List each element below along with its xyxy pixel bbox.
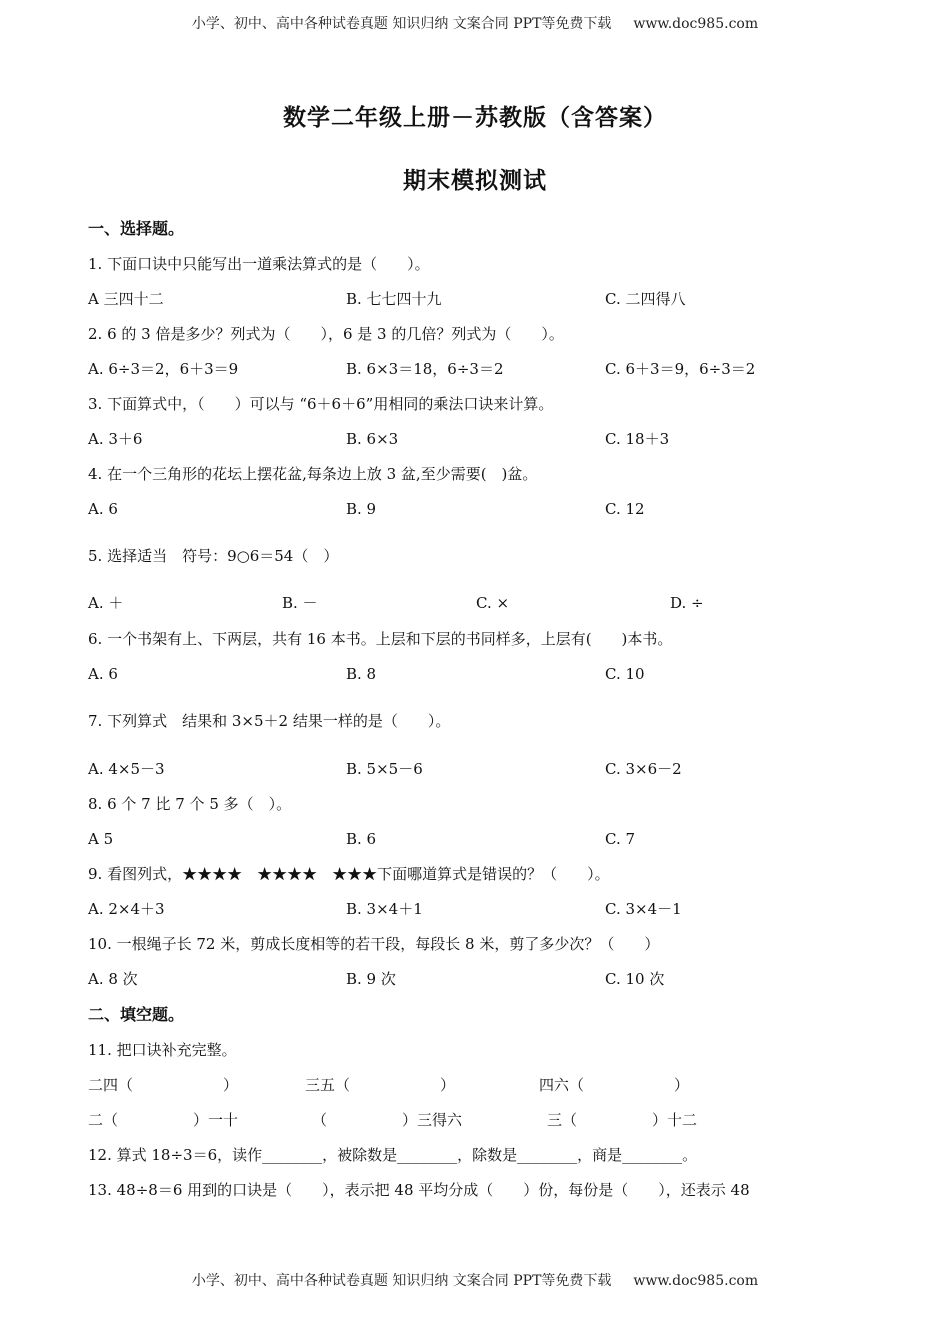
document-subtitle: 期末模拟测试 [403,167,547,194]
option-a: A. 6 [88,500,118,518]
blank-item: 二四（ ） [88,1076,239,1094]
option-b: B. 6 [346,830,377,848]
option-a: A. ＋ [88,594,124,612]
option-a: A 三四十二 [88,290,164,308]
document-title: 数学二年级上册－苏教版（含答案） [283,104,667,131]
blank-item: 三五（ ） [305,1076,456,1094]
question-5: 5. 选择适当 符号：9○6＝54（ ） [88,547,339,565]
option-c: C. 6＋3＝9，6÷3＝2 [605,360,756,378]
question-13: 13. 48÷8＝6 用到的口诀是（ ），表示把 48 平均分成（ ）份，每份是（ ），还表示 48 [88,1181,750,1199]
blank-item: 三（ ）十二 [547,1111,698,1129]
blank-item: 四六（ ） [539,1076,690,1094]
question-8: 8. 6 个 7 比 7 个 5 多（ ）。 [88,795,292,813]
option-b: B. 七七四十九 [346,290,442,308]
blank-item: 二（ ）一十 [88,1111,239,1129]
option-c: C. 二四得八 [605,290,686,308]
option-c: C. × [476,594,510,612]
section-heading-fill: 二、填空题。 [88,1005,185,1024]
option-a: A. 8 次 [88,970,138,988]
page-footer [0,1270,950,1290]
question-4: 4. 在一个三角形的花坛上摆花盆,每条边上放 3 盆,至少需要( )盆。 [88,465,538,483]
option-a: A. 6 [88,665,118,683]
option-d: D. ÷ [670,594,704,612]
option-b: B. 3×4＋1 [346,900,423,918]
option-c: C. 18＋3 [605,430,670,448]
question-10: 10. 一根绳子长 72 米，剪成长度相等的若干段，每段长 8 米，剪了多少次？（ ） [88,935,660,953]
page-header [0,13,950,33]
header-text: 小学、初中、高中各种试卷真题 知识归纳 文案合同 PPT等免费下载 [191,16,612,32]
question-7: 7. 下列算式 结果和 3×5＋2 结果一样的是（ ）。 [88,712,451,730]
option-a: A. 3＋6 [88,430,143,448]
question-11: 11. 把口诀补充完整。 [88,1041,237,1059]
question-12: 12. 算式 18÷3＝6，读作________，被除数是________，除数是________，商是________。 [88,1146,698,1164]
option-c: C. 10 次 [605,970,665,988]
option-b: B. 9 [346,500,377,518]
option-c: C. 7 [605,830,636,848]
question-1: 1. 下面口诀中只能写出一道乘法算式的是（ ）。 [88,255,430,273]
option-a: A. 6÷3＝2，6＋3＝9 [88,360,239,378]
option-b: B. 9 次 [346,970,396,988]
question-3: 3. 下面算式中，（ ）可以与 “6＋6＋6”用相同的乘法口诀来计算。 [88,395,554,413]
option-a: A. 4×5－3 [88,760,165,778]
option-b: B. 5×5－6 [346,760,423,778]
option-b: B. － [282,594,318,612]
section-heading-choice: 一、选择题。 [88,219,185,238]
option-a: A 5 [88,830,114,848]
question-6: 6. 一个书架有上、下两层，共有 16 本书。上层和下层的书同样多，上层有( )本书。 [88,630,673,648]
option-b: B. 6×3 [346,430,399,448]
footer-text: 小学、初中、高中各种试卷真题 知识归纳 文案合同 PPT等免费下载 [191,1273,612,1289]
footer-url[interactable]: www.doc985.com [633,1273,759,1289]
header-url[interactable]: www.doc985.com [633,16,759,32]
blank-item: （ ）三得六 [312,1111,463,1129]
question-2: 2. 6 的 3 倍是多少？列式为（ ），6 是 3 的几倍？列式为（ ）。 [88,325,564,343]
option-a: A. 2×4＋3 [88,900,165,918]
question-9: 9. 看图列式，★★★★ ★★★★ ★★★下面哪道算式是错误的？（ ）。 [88,865,610,883]
option-b: B. 6×3＝18，6÷3＝2 [346,360,504,378]
option-b: B. 8 [346,665,377,683]
option-c: C. 3×4－1 [605,900,682,918]
option-c: C. 12 [605,500,645,518]
option-c: C. 10 [605,665,645,683]
option-c: C. 3×6－2 [605,760,682,778]
